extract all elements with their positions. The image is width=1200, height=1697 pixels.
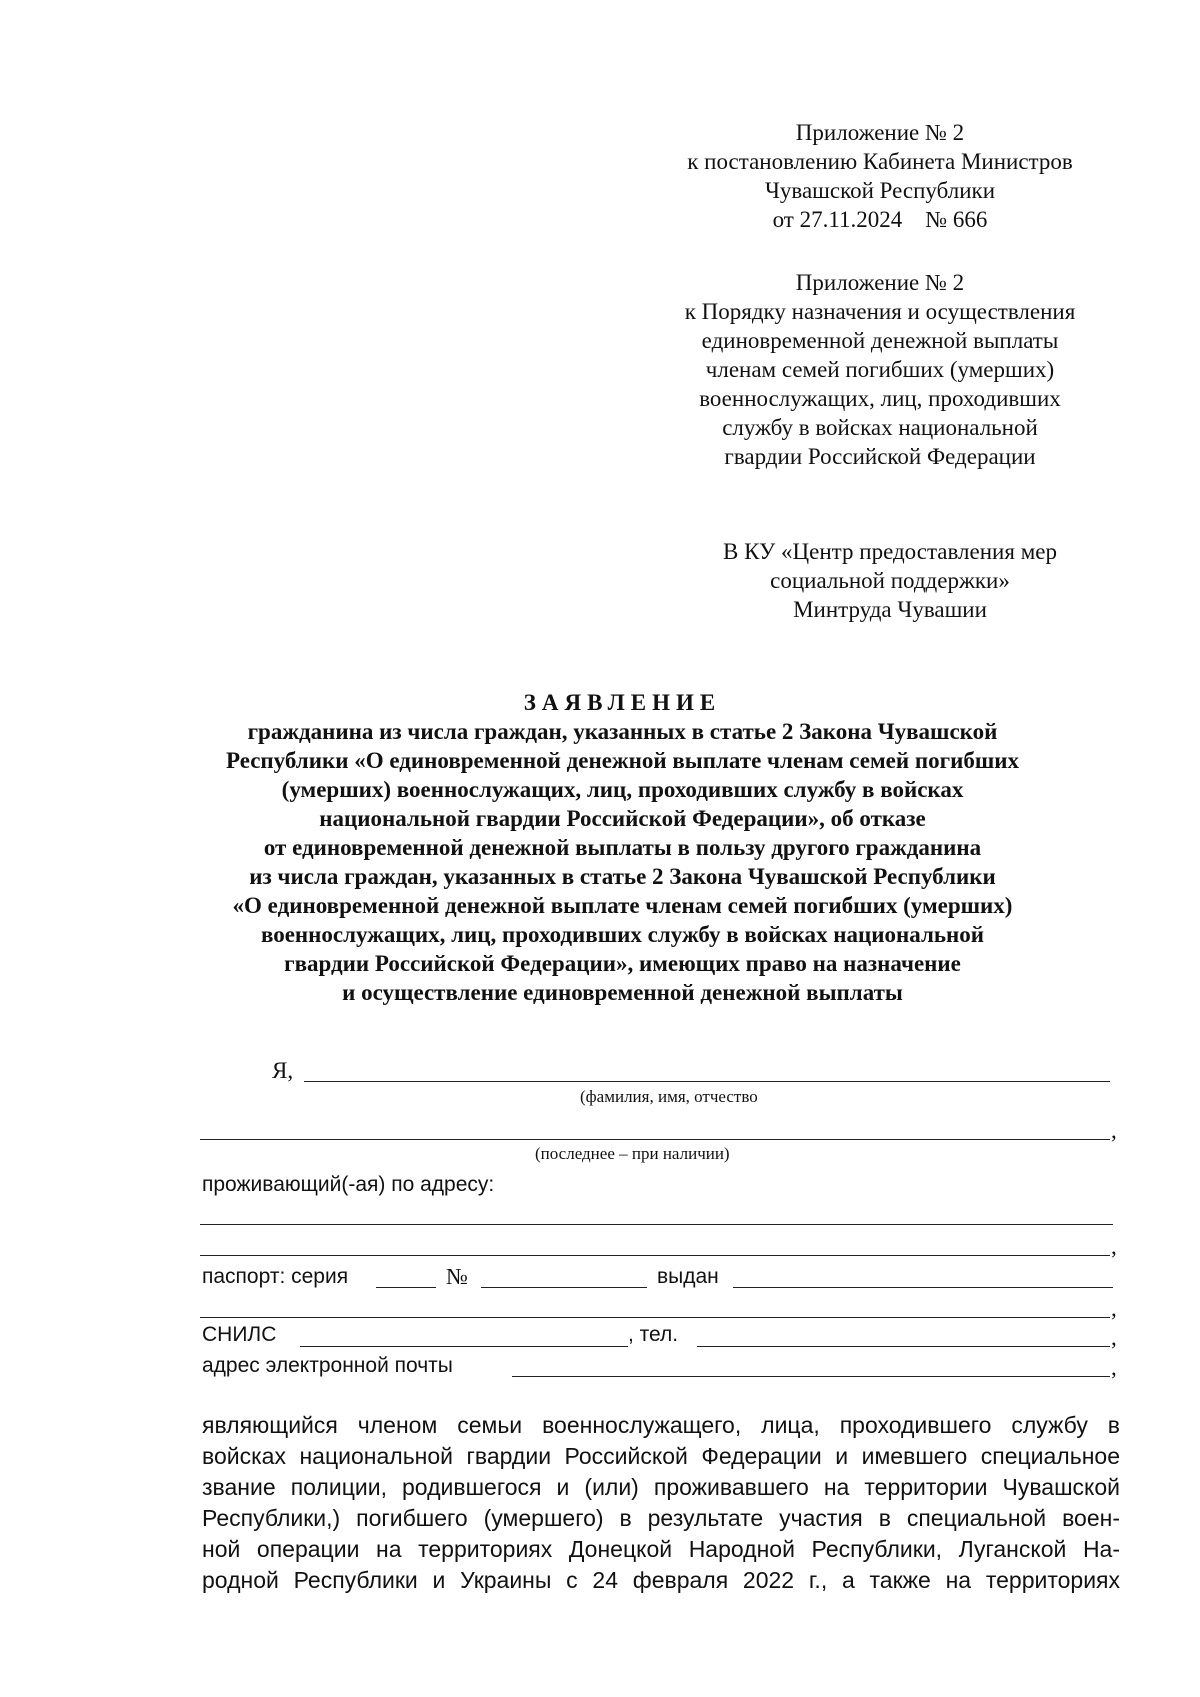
- subtitle-line: из числа граждан, указанных в статье 2 Закона Чувашской Республики: [249, 864, 996, 889]
- comma: ,: [1111, 1325, 1117, 1350]
- address-field-continued[interactable]: [200, 1255, 1110, 1256]
- email-field[interactable]: [512, 1376, 1110, 1377]
- comma: ,: [1111, 1234, 1117, 1259]
- appendix-order: [640, 268, 1120, 471]
- passport-series-label: паспорт: серия: [202, 1265, 349, 1288]
- fio-hint-2: (последнее – при наличии): [535, 1144, 730, 1163]
- subtitle-line: гвардии Российской Федерации», имеющих право на назначение: [284, 951, 961, 976]
- body-paragraph: [202, 1410, 1120, 1596]
- title-subtitle: [150, 717, 1095, 1007]
- recipient-line: Минтруда Чувашии: [793, 597, 987, 622]
- subtitle-line: Республики «О единовременной денежной выплате членам семей погибших: [225, 748, 1020, 773]
- appendix-order-line: военнослужащих, лиц, проходивших: [699, 386, 1061, 411]
- subtitle-line: военнослужащих, лиц, проходивших службу в войсках национальной: [260, 922, 985, 947]
- phone-label: , тел.: [628, 1323, 679, 1346]
- recipient-block: [650, 537, 1130, 624]
- passport-number-label: №: [446, 1264, 468, 1289]
- appendix-order-line: гвардии Российской Федерации: [724, 444, 1036, 469]
- subtitle-line: национальной гвардии Российской Федерации», об отказе: [319, 806, 926, 831]
- passport-series-field[interactable]: [376, 1287, 436, 1288]
- appendix-order-line: единовременной денежной выплаты: [701, 328, 1059, 353]
- email-label: адрес электронной почты: [202, 1354, 453, 1377]
- passport-issued-field[interactable]: [733, 1287, 1113, 1288]
- body-line: Республики,) погибшего (умершего) в результате участия в специальной воен-: [202, 1505, 1120, 1531]
- appendix-header-line: Приложение № 2: [795, 120, 965, 145]
- subtitle-line: (умерших) военнослужащих, лиц, проходивших службу в войсках: [281, 777, 964, 802]
- phone-field[interactable]: [697, 1346, 1110, 1347]
- recipient-line: социальной поддержки»: [770, 568, 1010, 593]
- appendix-order-line: к Порядку назначения и осуществления: [684, 299, 1076, 324]
- body-line: звание полиции, родившегося и (или) проживавшего на территории Чувашской: [202, 1474, 1120, 1500]
- subtitle-line: от единовременной денежной выплаты в пользу другого гражданина: [263, 835, 982, 860]
- body-line: ной операции на территориях Донецкой Народной Республики, Луганской На-: [202, 1536, 1120, 1562]
- passport-issued-field-continued[interactable]: [200, 1317, 1110, 1318]
- comma: ,: [1111, 1296, 1117, 1321]
- address-label: проживающий(-ая) по адресу:: [202, 1173, 495, 1196]
- title-word: ЗАЯВЛЕНИЕ: [523, 690, 722, 715]
- body-line: войсках национальной гвардии Российской Федерации и имевшего специальное: [202, 1443, 1120, 1469]
- subtitle-line: гражданина из числа граждан, указанных в статье 2 Закона Чувашской: [247, 719, 998, 744]
- fio-hint: (фамилия, имя, отчество: [580, 1087, 758, 1106]
- fio-field-continued[interactable]: [200, 1139, 1110, 1140]
- appendix-header-line: Чувашской Республики: [764, 178, 996, 203]
- passport-issued-label: выдан: [657, 1265, 719, 1288]
- comma: ,: [1111, 1355, 1117, 1380]
- body-line: являющийся членом семьи военнослужащего, лица, проходившего службу в: [202, 1412, 1120, 1438]
- recipient-line: В КУ «Центр предоставления мер: [723, 539, 1057, 564]
- address-field[interactable]: [200, 1224, 1113, 1225]
- subtitle-line: «О единовременной денежной выплате членам семей погибших (умерших): [232, 893, 1013, 918]
- appendix-header: [640, 118, 1120, 234]
- appendix-header-line: к постановлению Кабинета Министров: [687, 149, 1073, 174]
- document-title: [150, 688, 1095, 1007]
- snils-label: СНИЛС: [202, 1323, 277, 1346]
- body-line: родной Республики и Украины с 24 февраля 2022 г., а также на территориях: [202, 1567, 1120, 1593]
- appendix-order-line: Приложение № 2: [795, 270, 965, 295]
- appendix-order-line: службу в войсках национальной: [722, 415, 1038, 440]
- comma: ,: [1111, 1118, 1117, 1143]
- appendix-header-line: от 27.11.2024 № 666: [772, 207, 988, 232]
- subtitle-line: и осуществление единовременной денежной выплаты: [342, 980, 903, 1005]
- appendix-order-line: членам семей погибших (умерших): [705, 357, 1055, 382]
- snils-field[interactable]: [300, 1346, 628, 1347]
- passport-number-field[interactable]: [481, 1287, 647, 1288]
- fio-field[interactable]: [304, 1081, 1110, 1082]
- i-label: Я,: [272, 1058, 294, 1083]
